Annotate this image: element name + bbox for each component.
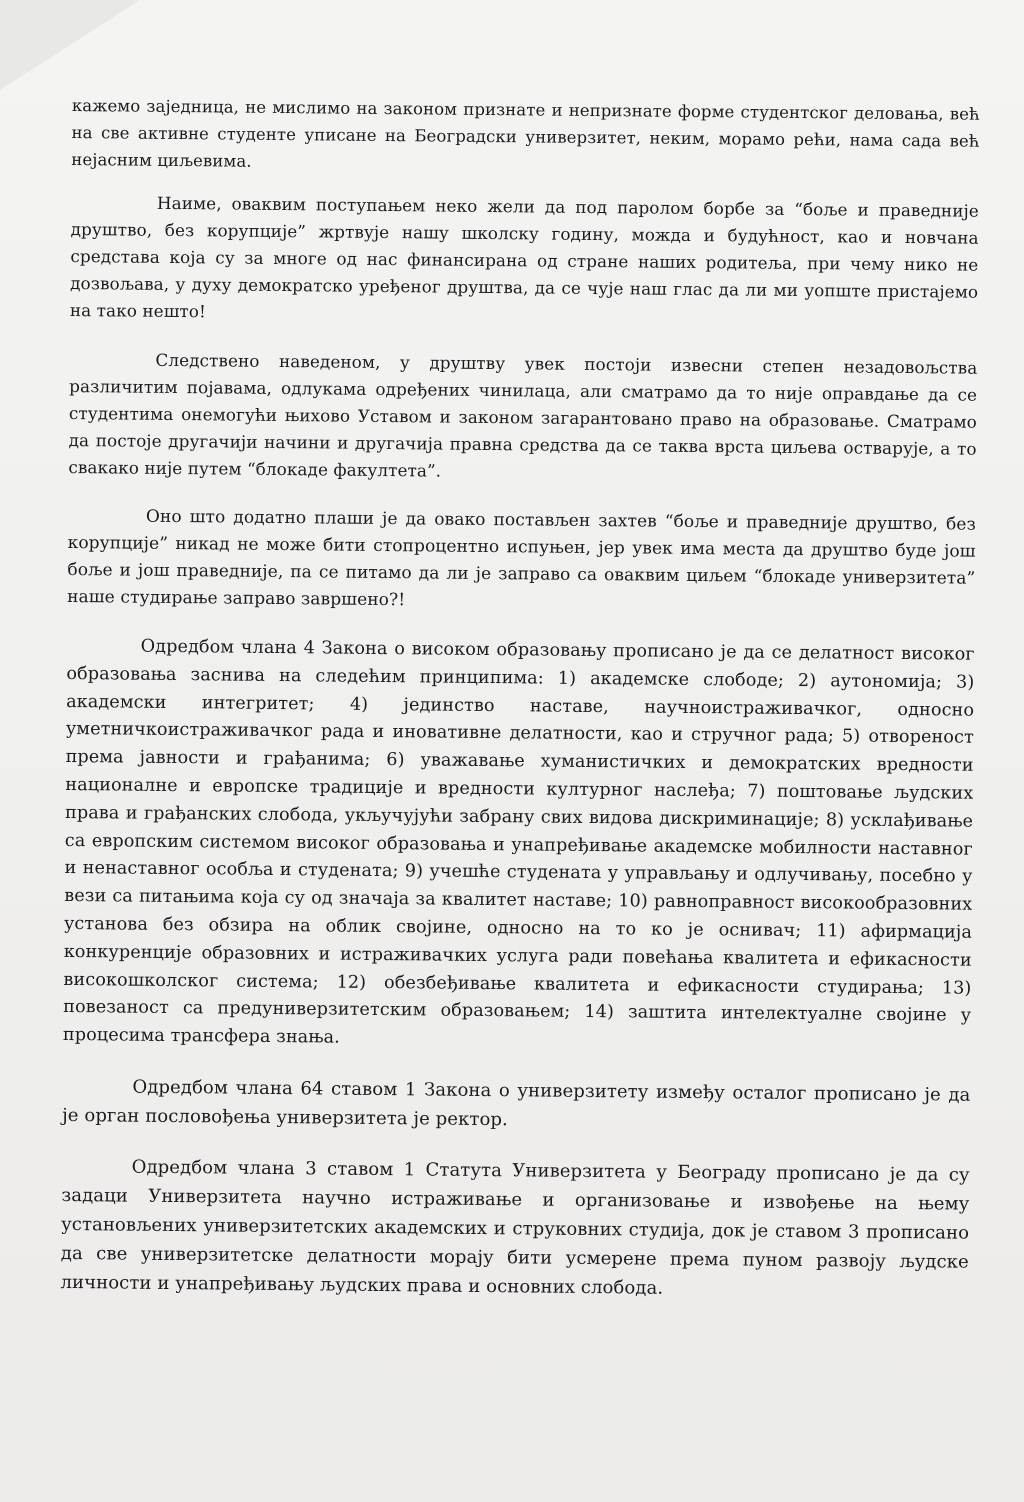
- paragraph-1: кажемо заједница, не мислимо на законом признате и непризнате форме студентског деловања, већ на све активне студенте уписане на Београдски универзитет, неким, морамо рећи, нама сада већ нејасним циљевима.: [71, 95, 980, 171]
- document-body: [60, 92, 980, 1306]
- page-fold-shadow: [0, 0, 140, 90]
- paragraph-6: Одредбом члана 64 ставом 1 Закона о универзитету између осталог прописано је да је орган пословођења универзитета је ректор.: [62, 1076, 971, 1131]
- paragraph-3: Следствено наведеном, у друштву увек постоји извесни степен незадовољства различитим појавама, одлукама одређених чинилаца, али сматрамо да то није оправдање да се студентима онемогући њихово Уставом и законом загарантовано право на образовање. Сматрамо да постоје другачији начини и другачија правна средства да се таква врста циљева остварује, а то свакако није путем “блокаде факултета”.: [68, 349, 978, 481]
- paragraph-4: Оно што додатно плаши је да овако постављен захтев “боље и праведније друштво, без корупције” никад не може бити стопроцентно испуњен, јер увек има места да друштво буде још боље и још праведније, па се питамо да ли је заправо са оваквим циљем “блокаде универзитета” наше студирање заправо завршено?!: [67, 506, 976, 611]
- paragraph-5: Одредбом члана 4 Закона о високом образовању прописано је да се делатност високог образовања заснива на следећим принципима: 1) академске слободе; 2) аутономија; 3) академски интегритет; 4) јединство наставе, научноистраживачког, односно уметничкоистраживачког рада и иновативне делатности, као и стручног рада; 5) отвореност према јавности и грађанима; 6) уважавање хуманистичких и демократских вредности националне и европске традиције и вредности културног наслеђа; 7) поштовање људских права и грађанских слобода, укључујући забрану свих видова дискриминације; 8) усклађивање са европским системом високог образовања и унапређивање академске мобилности наставног и ненаставног особља и студената; 9) учешће студената у управљању и одлучивању, посебно у вези са питањима која су од значаја за квалитет наставе; 10) равноправност високообразовних установа без обзира на облик својине, односно на то ко је оснивач; 11) афирмација конкуренције образовних и истраживачких услуга ради повећања квалитета и ефикасности високошколског система; 12) обезбеђивање квалитета и ефикасности студирања; 13) повезаност са предуниверзитетским образовањем; 14) заштита интелектуалне својине у процесима трансфера знања.: [62, 636, 975, 1048]
- paragraph-2: Наиме, оваквим поступањем неко жели да под паролом борбе за “боље и праведније друштво, без корупције” жртвује нашу школску годину, можда и будућност, као и новчана средстава која су за многе од нас финансирана од стране наших родитеља, при чему нико не дозвољава, у духу демократско уређеног друштва, да се чује наш глас да ли ми уопште пристајемо на тако нешто!: [69, 192, 979, 322]
- paragraph-7: Одредбом члана 3 ставом 1 Статута Универзитета у Београду прописано је да су задаци Универзитета научно истраживање и организовање и извођење на њему установљених универзитетских академских и струковних студија, док је ставом 3 прописано да све универзитетске делатности морају бити усмерене према пуном развоју људске личности и унапређивању људских права и основних слобода.: [60, 1156, 970, 1299]
